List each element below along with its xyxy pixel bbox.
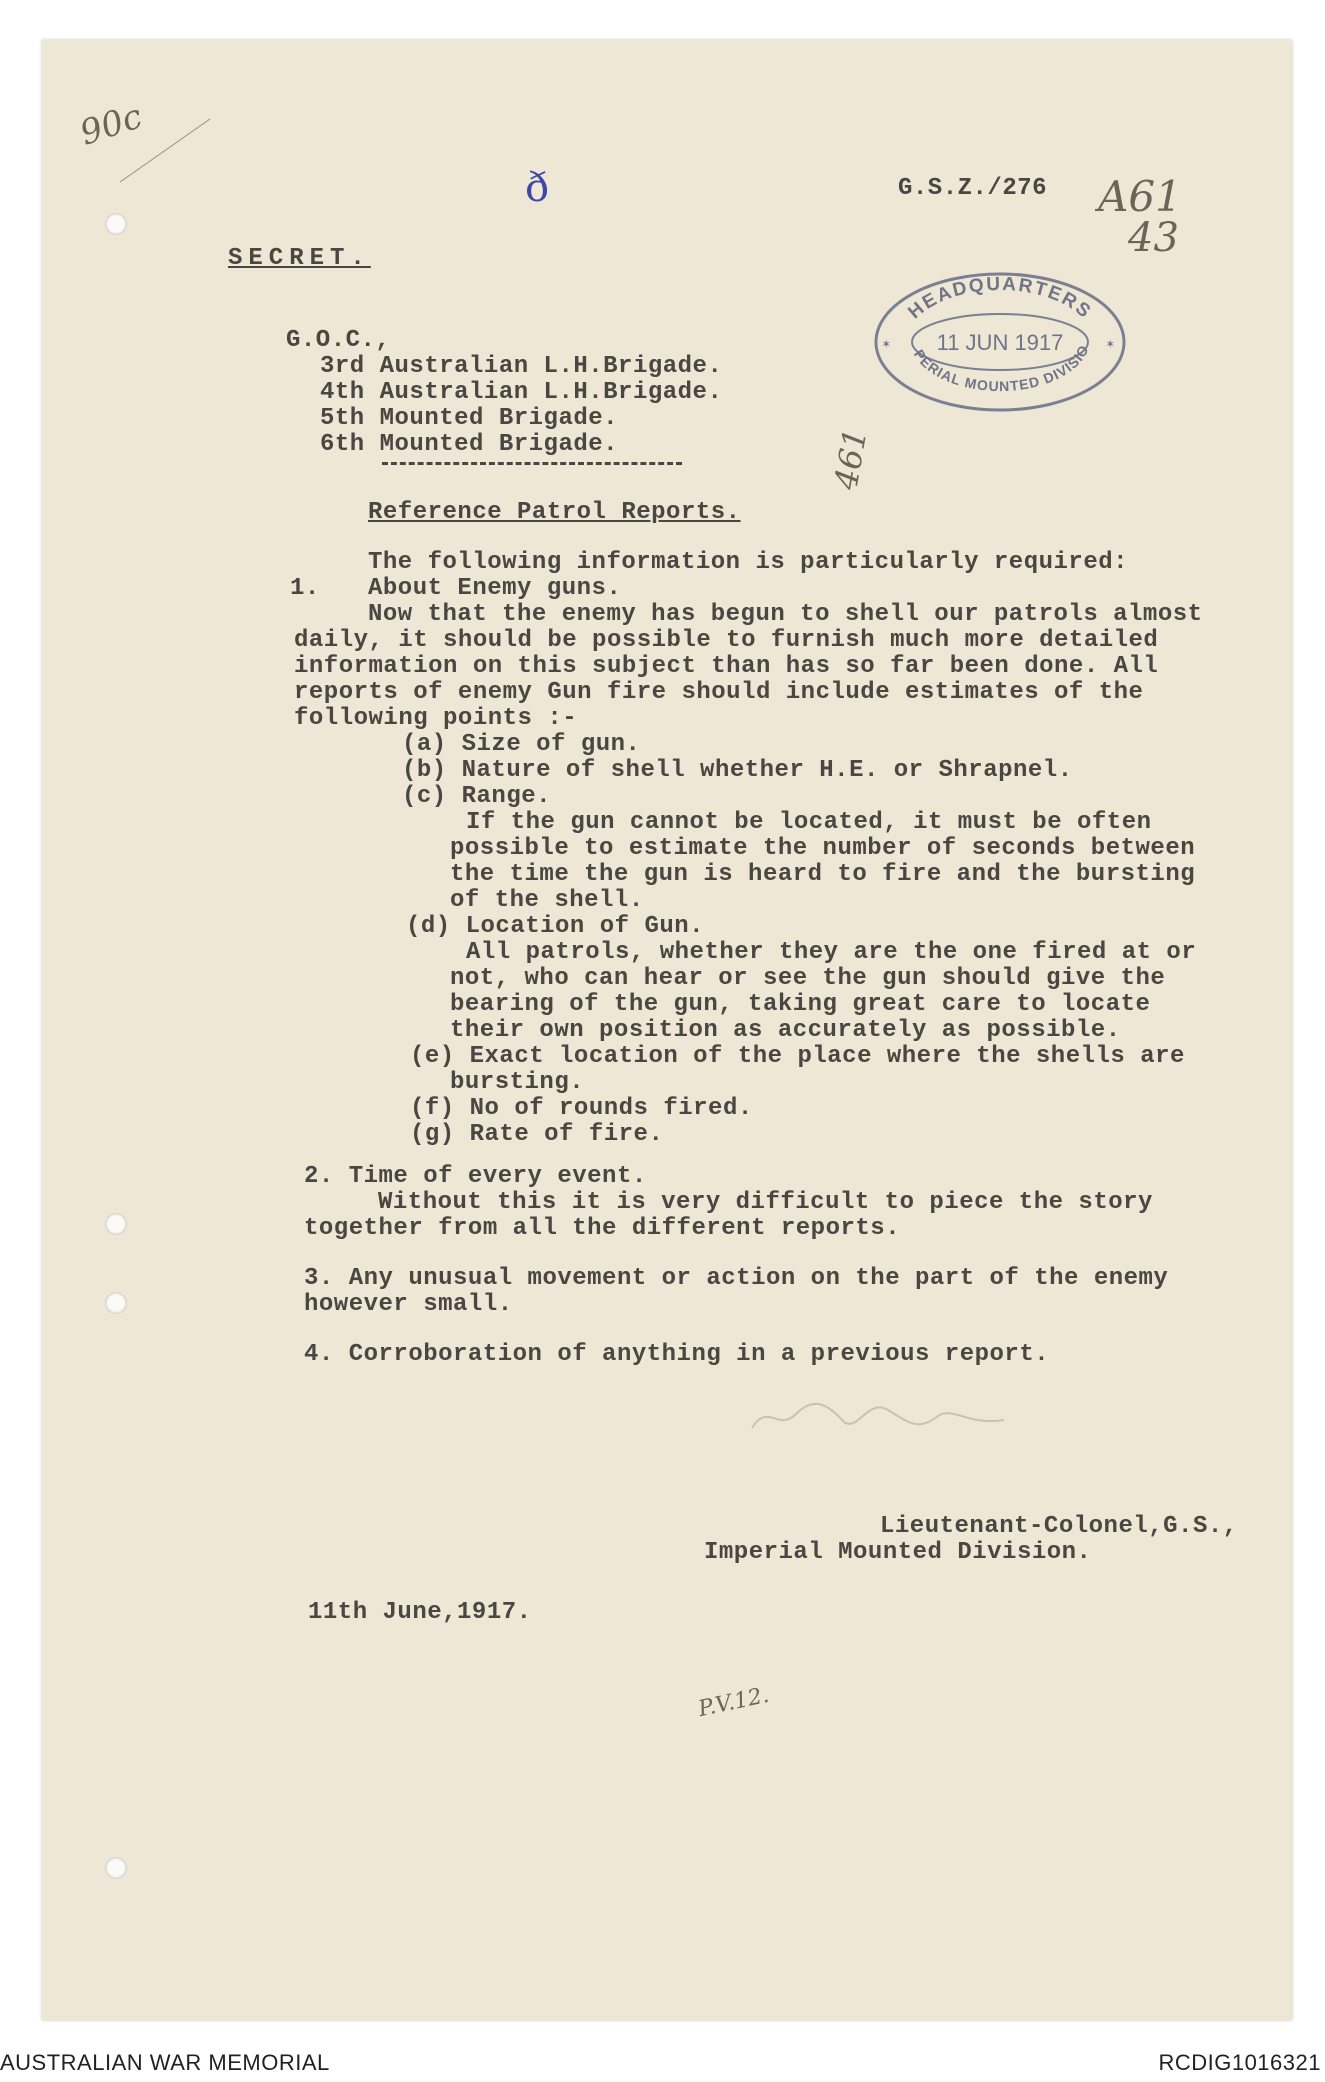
point-line: (c) Range. bbox=[402, 783, 552, 810]
stamp-svg bbox=[868, 264, 1132, 414]
svg-text:HEADQUARTERS bbox=[904, 274, 1095, 324]
point-line: (b) Nature of shell whether H.E. or Shrapnel. bbox=[402, 757, 1073, 784]
recipient-line: 3rd Australian L.H.Brigade. bbox=[320, 353, 723, 380]
item4-line: 4. Corroboration of anything in a previous report. bbox=[304, 1341, 1050, 1368]
point-line: possible to estimate the number of seconds between bbox=[450, 835, 1196, 862]
point-line: (e) Exact location of the place where the shells are bbox=[410, 1043, 1185, 1070]
signature-svg bbox=[748, 1392, 1008, 1438]
headquarters-stamp bbox=[868, 264, 1132, 414]
annotation-blue-mark: ð bbox=[525, 165, 550, 211]
annotation-mid: 461 bbox=[826, 425, 875, 493]
body-line: reports of enemy Gun fire should include estimates of the bbox=[294, 679, 1144, 706]
stamp-top-text: HEADQUARTERS bbox=[904, 273, 1096, 324]
annotation-top-right-a: A61 bbox=[1098, 172, 1182, 221]
body-line: information on this subject than has so far been done. All bbox=[294, 653, 1159, 680]
stamp-star-icon: ✶ bbox=[882, 337, 891, 353]
punch-hole bbox=[105, 1857, 127, 1879]
footer-left: AUSTRALIAN WAR MEMORIAL bbox=[0, 2050, 330, 2075]
item2-line: Without this it is very difficult to piece the story bbox=[378, 1189, 1153, 1216]
footer-right: RCDIG1016321 bbox=[1158, 2050, 1321, 2075]
body-line: daily, it should be possible to furnish much more detailed bbox=[294, 627, 1159, 654]
document-date: 11th June,1917. bbox=[308, 1599, 532, 1626]
document-reference: G.S.Z./276 bbox=[898, 175, 1048, 202]
point-line: (a) Size of gun. bbox=[402, 731, 641, 758]
point-line: of the shell. bbox=[450, 887, 644, 914]
point-line: bearing of the gun, taking great care to locate bbox=[450, 991, 1151, 1018]
point-line: the time the gun is heard to fire and the bursting bbox=[450, 861, 1196, 888]
stamp-date: 11 JUN 1917 bbox=[936, 330, 1064, 355]
addressee: G.O.C., bbox=[286, 327, 391, 354]
item-title: About Enemy guns. bbox=[368, 575, 622, 602]
point-line: bursting. bbox=[450, 1069, 585, 1096]
intro-text: The following information is particularly required: bbox=[368, 549, 1129, 576]
body-line: following points :- bbox=[294, 705, 578, 732]
stamp-star-icon: ✶ bbox=[1106, 337, 1115, 353]
point-line: not, who can hear or see the gun should give the bbox=[450, 965, 1166, 992]
point-line: their own position as accurately as possible. bbox=[450, 1017, 1121, 1044]
annotation-bottom: P.V.12. bbox=[696, 1682, 772, 1723]
recipient-line: 6th Mounted Brigade. bbox=[320, 431, 619, 458]
punch-hole bbox=[105, 1292, 127, 1314]
signature-mark bbox=[748, 1392, 1008, 1438]
signature-division: Imperial Mounted Division. bbox=[704, 1539, 1092, 1566]
item2-line: together from all the different reports. bbox=[304, 1215, 901, 1242]
item3-line: 3. Any unusual movement or action on the part of the enemy bbox=[304, 1265, 1169, 1292]
punch-hole bbox=[105, 1213, 127, 1235]
recipient-line: 4th Australian L.H.Brigade. bbox=[320, 379, 723, 406]
point-line: (f) No of rounds fired. bbox=[410, 1095, 753, 1122]
divider bbox=[382, 462, 682, 465]
classification-heading: SECRET. bbox=[228, 245, 371, 272]
subject-heading: Reference Patrol Reports. bbox=[368, 499, 741, 526]
annotation-top-left: 90c bbox=[75, 96, 147, 154]
point-line: All patrols, whether they are the one fired at or bbox=[466, 939, 1197, 966]
recipient-line: 5th Mounted Brigade. bbox=[320, 405, 619, 432]
body-line: Now that the enemy has begun to shell our patrols almost bbox=[368, 601, 1203, 628]
point-line: (d) Location of Gun. bbox=[406, 913, 705, 940]
point-line: (g) Rate of fire. bbox=[410, 1121, 664, 1148]
annotation-top-right-b: 43 bbox=[1128, 215, 1179, 261]
point-line: If the gun cannot be located, it must be often bbox=[466, 809, 1152, 836]
item-number: 1. bbox=[290, 575, 320, 602]
item3-line: however small. bbox=[304, 1291, 513, 1318]
punch-hole bbox=[105, 213, 127, 235]
signature-title: Lieutenant-Colonel,G.S., bbox=[880, 1513, 1238, 1540]
item2-line: 2. Time of every event. bbox=[304, 1163, 647, 1190]
stamp-bottom-text: PERIAL MOUNTED DIVISIO bbox=[910, 342, 1092, 395]
